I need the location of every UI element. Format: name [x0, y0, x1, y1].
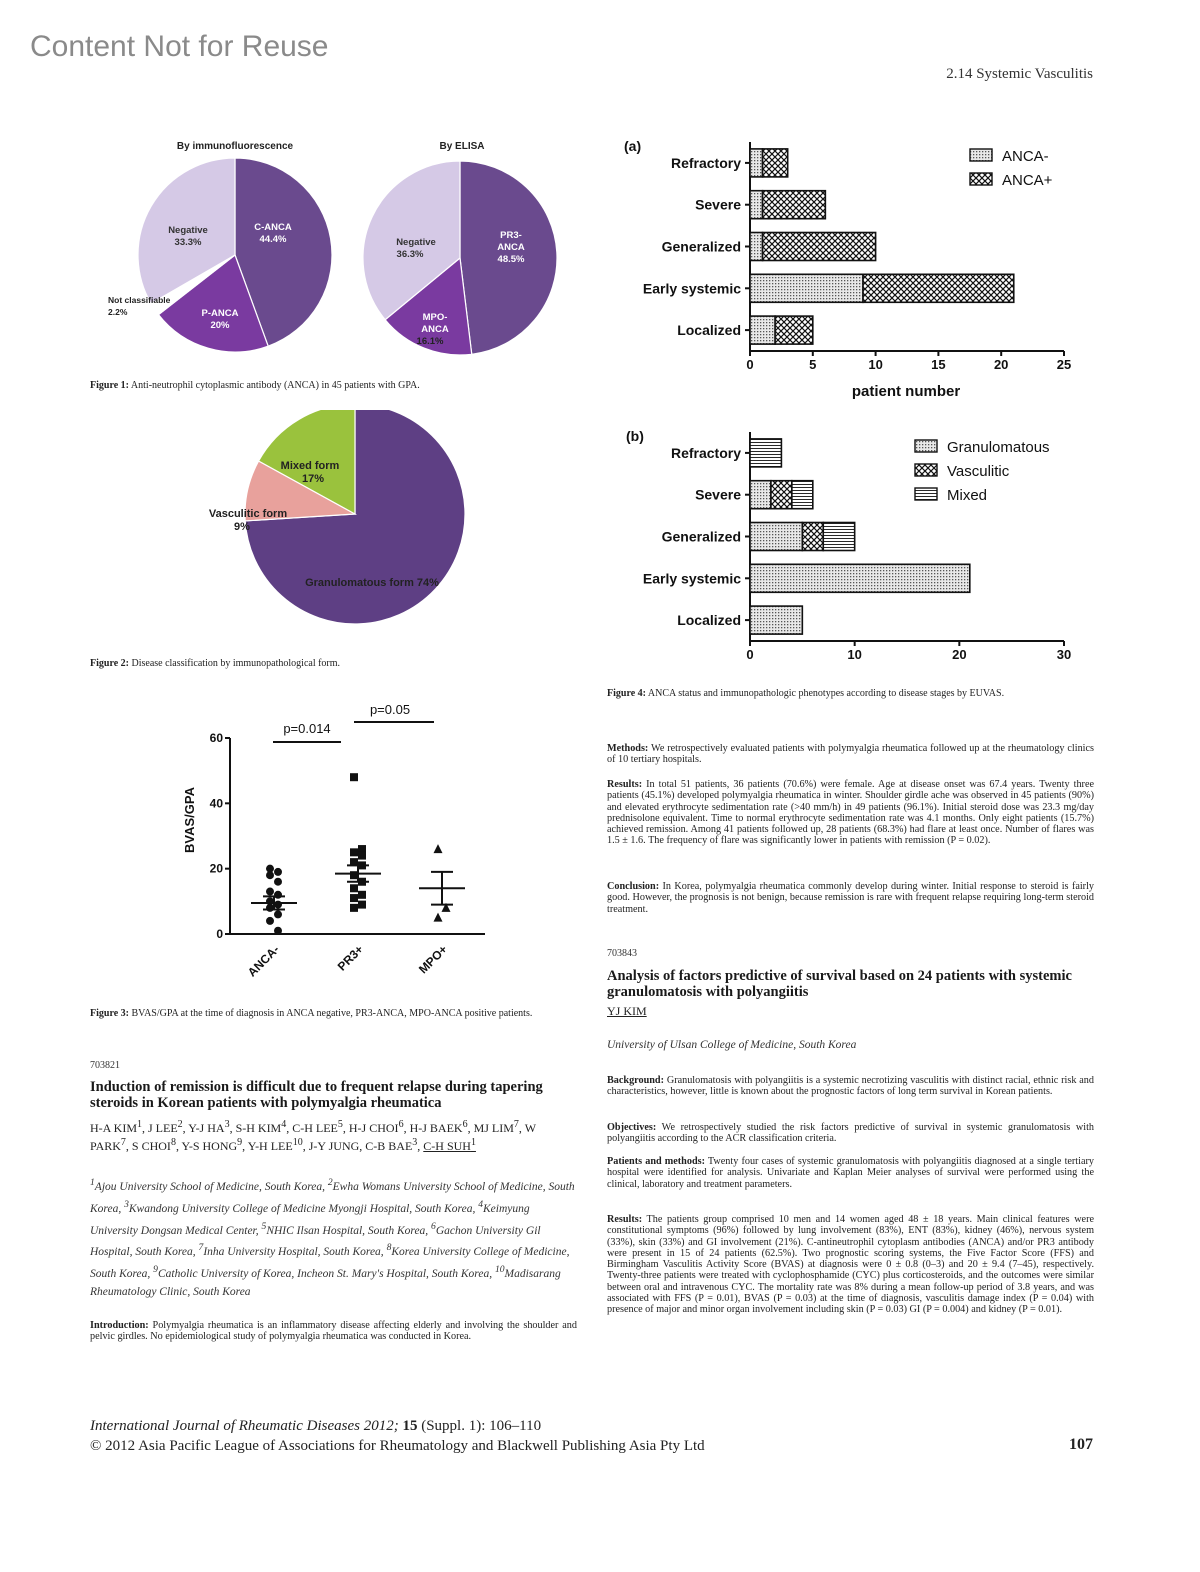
fig4b-bar-granulomatous: [750, 564, 970, 592]
pie-immunofluorescence: [138, 158, 332, 352]
fig4a-category-label: Severe: [695, 196, 741, 213]
fig4b-legend-label: Vasculitic: [947, 463, 1010, 480]
fig3-point-pr3: [350, 871, 358, 879]
fig3-point-anca-neg: [266, 871, 274, 879]
fig4a-legend-label: ANCA-: [1002, 148, 1049, 165]
fig3-point-pr3: [350, 894, 358, 902]
fig3-point-anca-neg: [266, 917, 274, 925]
pie1-canca-label: C-ANCA: [254, 222, 292, 233]
fig3-ytick-label: 20: [209, 861, 223, 876]
fig4b-bar-granulomatous: [750, 481, 771, 509]
fig4a-bar-anca-: [763, 191, 826, 219]
fig3-point-pr3: [350, 884, 358, 892]
pie3-gran-label: Granulomatous form 74%: [305, 577, 439, 589]
fig4a-bar-anca-: [750, 274, 863, 302]
fig3-p1: p=0.014: [283, 721, 331, 736]
pie2-neg-label: Negative: [396, 237, 436, 248]
fig4a-bar-anca-: [775, 316, 813, 344]
footer-volume: 15: [402, 1418, 418, 1434]
pie2-mpo-a: MPO-: [422, 312, 448, 323]
fig3-point-pr3: [350, 848, 358, 856]
fig1-caption-label: Figure 1:: [90, 380, 129, 391]
fig4a-xtick-label: 25: [1056, 357, 1072, 372]
footer-journal-name: International Journal of Rheumatic Diseases: [90, 1418, 360, 1434]
footer-copyright: © 2012 Asia Pacific League of Associations for Rheumatology and Blackwell Publishing Asia Pty Ltd: [90, 1438, 705, 1454]
abs1-methods: [607, 743, 1094, 766]
abs2-pm-label: Patients and methods:: [607, 1156, 705, 1167]
abs2-res-text: The patients group comprised 10 men and 14 women aged 48 ± 18 years. Main clinical features were constitutional symptoms (96%) followed by lung involvement (83%), ENT (83%), kidney (46%), nervous system (33%), skin (33%) and GI involvement (21%). C-antineutrophil cytoplasm antibodies (ANCA) and/or PR3 antibody were present in 15 of 24 patients (62.5%). Two prognostic scoring systems, the Five Factor Score (FFS) and Birmingham Vasculitis Activity Score (BVAS) at diagnosis were 0 ± 0.8 (0–3) and 20 ± 9.4 (7–45), respectively. Twenty-three patients were treated with cyclophosphamide (CYC) plus corticosteroids, and the outcomes were similar between oral and intravenous CYC. The mortality rate was 8% during a mean follow-up period of 3.8 years, and was associated with FFS (P = 0.01), BVAS (P = 0.03) at the time of diagnosis, vasculitis damage index (P = 0.04) with presence of major and minor organ involvement including skin (P = 0.03) GI (P = 0.004) and kidney (P = 0.01).: [607, 1214, 1094, 1316]
running-head: 2.14 Systemic Vasculitis: [946, 66, 1093, 82]
fig3-ytick-label: 40: [209, 796, 223, 811]
pie1-neg-label: Negative: [168, 225, 208, 236]
fig3-point-anca-neg: [274, 910, 282, 918]
fig2-caption-text: Disease classification by immunopathological form.: [128, 658, 341, 669]
abs1-affiliations: $^1$Ajou University School of Medicine, South Korea, $^2$Ewha Womans University School of Medicine, South Korea, $^3$Kwandong University College of Medicine Myongji Hospital, South Korea, $^4$Keimyung University Dongsan Medical Center, $^5$NHIC Ilsan Hospital, South Korea, $^6$Gachon University Gil Hospital, South Korea, $^7$Inha University Hospital, South Korea, $^8$Korea University College of Medicine, South Korea, $^9$Catholic University of Korea, Incheon St. Mary's Hospital, South Korea, $^{10}$Madisarang Rheumatology Clinic, South Korea: [90, 1177, 575, 1299]
figure-4-caption: [607, 688, 1094, 700]
fig4a-bar-anca-: [763, 149, 788, 177]
figure-4a-chart: [610, 130, 1090, 405]
fig3-point-anca-neg: [274, 901, 282, 909]
abs1-results: [607, 779, 1094, 847]
pie3-mixed-label: Mixed form: [280, 460, 340, 472]
abs2-objectives: [607, 1122, 1094, 1145]
fig3-point-pr3: [358, 891, 366, 899]
footer-year: 2012;: [359, 1418, 403, 1434]
abs2-background: [607, 1075, 1094, 1098]
fig4b-legend-swatch: [915, 488, 937, 500]
fig4a-tag: (a): [624, 138, 642, 154]
fig4b-bar-vasculitic: [771, 481, 792, 509]
figure-3-chart: [170, 690, 500, 1000]
abs2-obj-label: Objectives:: [607, 1122, 657, 1133]
fig4a-xtick-label: 0: [746, 357, 754, 372]
fig4b-bar-vasculitic: [802, 523, 823, 551]
figure-1-caption: [90, 380, 420, 392]
fig3-point-pr3: [358, 852, 366, 860]
fig3-point-anca-neg: [274, 868, 282, 876]
fig4b-xtick-label: 0: [746, 647, 754, 662]
fig4b-tag: (b): [626, 428, 644, 444]
fig4b-category-label: Localized: [677, 612, 741, 629]
figure-2-chart: [190, 410, 490, 650]
fig4b-category-label: Early systemic: [642, 570, 741, 587]
figure-4b-chart: [610, 420, 1090, 670]
pie2-pr3-a: PR3-: [500, 230, 522, 241]
abs2-obj-text: We retrospectively studied the risk factors predictive of survival in systemic granulomatosis with polyangiitis according to the ACR classification criteria.: [607, 1122, 1094, 1145]
pie3-mixed-pct: 17%: [301, 473, 325, 485]
abs1-id: 703821: [90, 1060, 120, 1071]
fig4b-xtick-label: 20: [952, 647, 967, 662]
abs2-res-label: Results:: [607, 1214, 643, 1225]
fig4a-legend-label: ANCA+: [1002, 172, 1053, 189]
fig3-caption-text: BVAS/GPA at the time of diagnosis in ANCA negative, PR3-ANCA, MPO-ANCA positive patients.: [128, 1008, 533, 1019]
fig4a-bar-anca-: [750, 233, 763, 261]
abs1-intro-label: Introduction:: [90, 1320, 149, 1331]
abs2-results: [607, 1214, 1094, 1316]
fig4a-xlabel: patient number: [851, 383, 961, 400]
pie2-neg-pct: 36.3%: [396, 249, 424, 260]
fig4b-legend-swatch: [915, 464, 937, 476]
abs1-conclusion: [607, 881, 1094, 915]
pie2-mpo-pct: 16.1%: [416, 336, 444, 347]
footer-pages: (Suppl. 1): 106–110: [417, 1418, 542, 1434]
fig4a-bar-anca-: [763, 233, 876, 261]
fig3-xtick-label: MPO+: [415, 942, 451, 977]
fig3-point-anca-neg: [274, 891, 282, 899]
fig4b-bar-granulomatous: [750, 523, 802, 551]
fig4b-category-label: Generalized: [661, 528, 741, 545]
pie3-vasc-pct: 9%: [234, 521, 250, 533]
abs1-intro-text: Polymyalgia rheumatica is an inflammatory disease affecting elderly and involving the shoulder and pelvic girdles. No epidemiological study of polymyalgia rheumatica was conducted in Korea.: [90, 1320, 577, 1343]
fig4b-xtick-label: 30: [1056, 647, 1072, 662]
pie1-neg-pct: 33.3%: [174, 237, 202, 248]
fig3-point-anca-neg: [266, 888, 274, 896]
abs2-patients-methods: [607, 1156, 1094, 1190]
fig3-point-pr3: [358, 901, 366, 909]
fig4a-xtick-label: 10: [868, 357, 883, 372]
pie2-mpo-b: ANCA: [421, 324, 449, 335]
pie1-panca-label: P-ANCA: [201, 308, 239, 319]
fig4a-legend-swatch: [970, 173, 992, 185]
fig4a-xtick-label: 20: [993, 357, 1009, 372]
fig4b-xtick-label: 10: [847, 647, 862, 662]
abs1-methods-label: Methods:: [607, 743, 649, 754]
abs1-concl-text: In Korea, polymyalgia rheumatica commonly develop during winter. Initial response to steroid is fairly good. However, the prognosis is not benign, because remission is rare with frequent relapse requiring long-term steroid treatment.: [607, 881, 1094, 915]
pie2-pr3-pct: 48.5%: [497, 254, 525, 265]
fig1-left-title: By immunofluorescence: [176, 141, 294, 152]
fig4-caption-text: ANCA status and immunopathologic phenotypes according to disease stages by EUVAS.: [645, 688, 1005, 699]
fig4a-bar-anca-: [750, 316, 775, 344]
abs2-bg-text: Granulomatosis with polyangiitis is a systemic necrotizing vasculitis with distinct racial, ethnic risk and characteristics, however, little is known about the prognostic factors of long term survival in Korean patients.: [607, 1075, 1094, 1098]
fig3-ytick-label: 0: [216, 927, 223, 941]
figure-1-chart: [90, 130, 560, 360]
fig3-ylabel: BVAS/GPA: [182, 787, 197, 853]
fig3-xtick-label: ANCA-: [244, 942, 283, 980]
fig4-caption-label: Figure 4:: [607, 688, 646, 699]
figure-2-caption: [90, 658, 340, 670]
fig3-point-anca-neg: [274, 927, 282, 935]
pie1-nc-label: Not classifiable: [108, 295, 171, 305]
abs2-pm-text: Twenty four cases of systemic granulomatosis with polyangiitis diagnosed at a single tertiary hospital were identified for analysis. Univariate and Kaplan Meier analyses of survival were performed using the clinical, laboratory and treatment parameters.: [607, 1156, 1094, 1190]
fig4a-category-label: Early systemic: [642, 280, 741, 297]
abs1-results-label: Results:: [607, 779, 643, 790]
fig4b-bar-mixed: [792, 481, 813, 509]
fig3-point-anca-neg: [274, 878, 282, 886]
fig3-point-pr3: [350, 773, 358, 781]
fig4b-legend-label: Mixed: [947, 487, 988, 504]
figure-3-caption: [90, 1008, 580, 1020]
fig4a-bar-anca-: [750, 191, 763, 219]
fig3-point-pr3: [350, 904, 358, 912]
abs1-introduction: [90, 1320, 577, 1343]
fig4a-bar-anca-: [750, 149, 763, 177]
fig4a-legend-swatch: [970, 149, 992, 161]
fig4a-category-label: Generalized: [661, 238, 741, 255]
fig3-point-mpo: [434, 844, 443, 853]
fig3-xtick-label: PR3+: [334, 942, 367, 974]
watermark: Content Not for Reuse: [30, 30, 329, 63]
fig3-caption-label: Figure 3:: [90, 1008, 129, 1019]
abs2-title: Analysis of factors predictive of survival based on 24 patients with systemic granulomatosis with polyangiitis: [607, 968, 1072, 1000]
abs2-affiliation: University of Ulsan College of Medicine, South Korea: [607, 1039, 857, 1051]
fig4b-category-label: Severe: [695, 486, 741, 503]
fig4b-category-label: Refractory: [670, 444, 741, 461]
fig1-right-title: By ELISA: [439, 141, 485, 152]
fig3-point-mpo: [434, 913, 443, 922]
fig4a-bar-anca-: [863, 274, 1014, 302]
abs1-concl-label: Conclusion:: [607, 881, 660, 892]
abs2-bg-label: Background:: [607, 1075, 664, 1086]
fig4b-bar-mixed: [750, 439, 781, 467]
pie1-nc-pct: 2.2%: [108, 307, 128, 317]
pie1-canca-pct: 44.4%: [259, 234, 287, 245]
fig2-caption-label: Figure 2:: [90, 658, 129, 669]
abs1-results-text: In total 51 patients, 36 patients (70.6%) were female. Age at disease onset was 67.4 years. Twenty three patients (45.1%) developed polymyalgia rheumatica in winter. Shoulder girdle ache was observed in 45 patients (90%) and elevated erythrocyte sedimentation rate (>40 mm/h) in 49 patients (96.1%). Initial steroid dose was 23.3 mg/day prednisolone equivalent. Time to normal erythrocyte sedimentation rate was 4.1 months. Only eight patients (15.7%) achieved remission. Among 41 patients followed up, 28 patients (68.3%) had flare at least once. Number of flares was 1.5 ± 1.6. The frequency of flare was significantly lower in patients with remission (P = 0.02).: [607, 779, 1094, 847]
footer-journal: [90, 1418, 541, 1435]
abs1-authors: H-A KIM$^1$, J LEE$^2$, Y-J $HA^3$, S-H KIM$^4$, C-H LEE$^5$, H-J CHOI$^6$, H-J BAEK$^6$, MJ LIM$^7$, W PARK$^7$, S CHOI$^8$, Y-S HONG$^9$, Y-H LEE$^{10}$, J-Y JUNG, C-B BAE$^3$, C-H SUH$^1$: [90, 1119, 536, 1153]
pie3-vasc-label: Vasculitic form: [208, 508, 288, 520]
pie2-pr3-b: ANCA: [497, 242, 525, 253]
fig1-caption-text: Anti-neutrophil cytoplasmic antibody (ANCA) in 45 patients with GPA.: [128, 380, 420, 391]
abs1-title: Induction of remission is difficult due to frequent relapse during tapering steroids in Korean patients with polymyalgia rheumatica: [90, 1079, 543, 1111]
abs2-author: YJ KIM: [607, 1004, 647, 1018]
pie-elisa: [363, 161, 557, 355]
fig4b-legend-label: Granulomatous: [947, 439, 1050, 456]
page-number: 107: [1069, 1436, 1093, 1453]
fig4b-bar-mixed: [823, 523, 854, 551]
fig3-p2: p=0.05: [369, 702, 411, 717]
pie1-panca-pct: 20%: [210, 320, 230, 331]
fig4a-category-label: Refractory: [670, 154, 741, 171]
fig4b-legend-swatch: [915, 440, 937, 452]
fig4b-bar-granulomatous: [750, 606, 802, 634]
fig4a-category-label: Localized: [677, 322, 741, 339]
fig3-point-anca-neg: [266, 904, 274, 912]
abs1-methods-text: We retrospectively evaluated patients with polymyalgia rheumatica followed up at the rheumatology clinics of 10 tertiary hospitals.: [607, 743, 1094, 766]
abs2-id: 703843: [607, 948, 637, 959]
fig4a-xtick-label: 5: [809, 357, 817, 372]
fig4a-xtick-label: 15: [931, 357, 946, 372]
fig3-ytick-label: 60: [209, 731, 223, 745]
